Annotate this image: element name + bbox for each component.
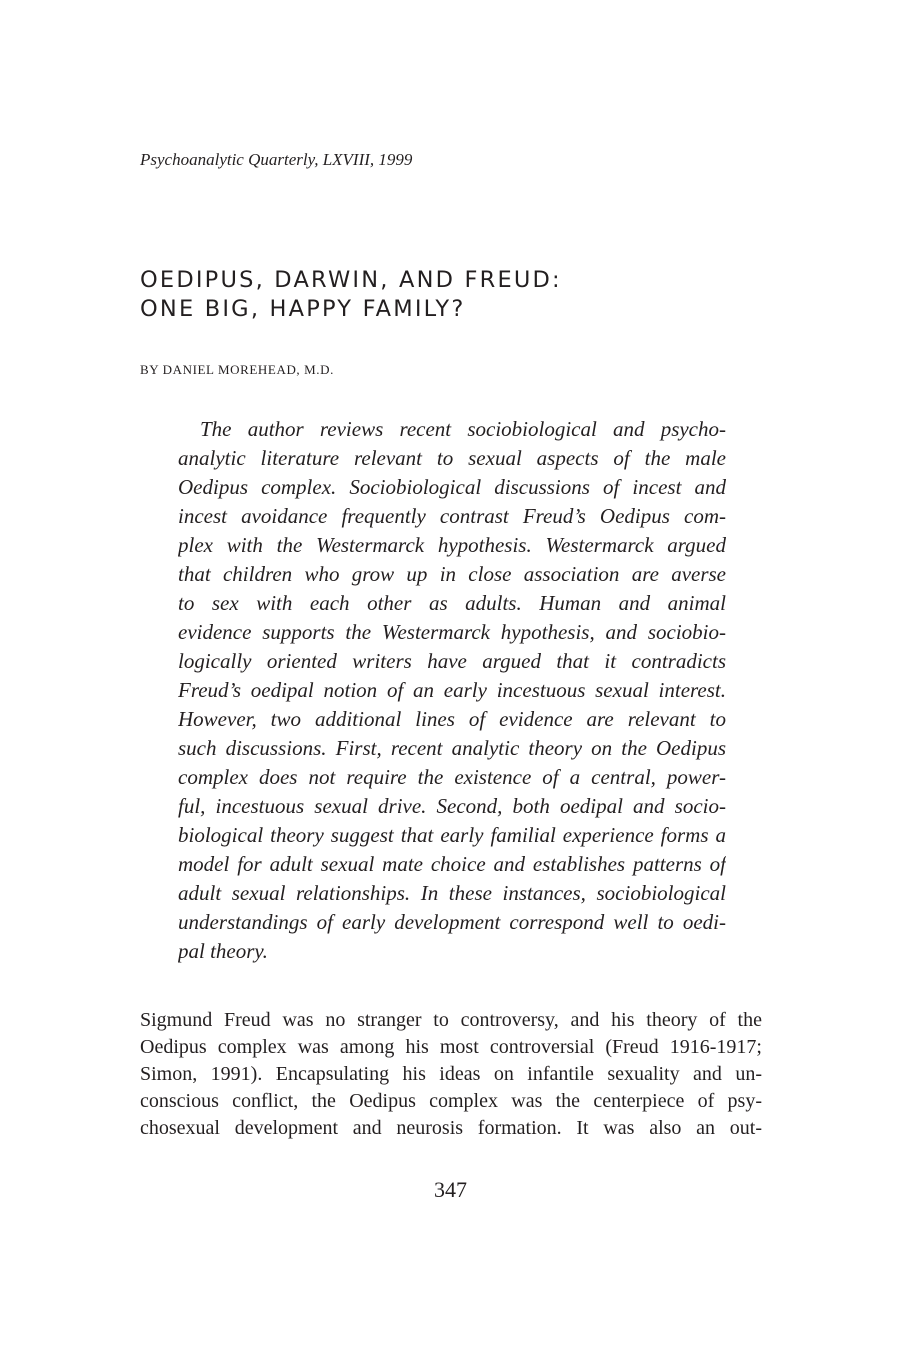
abstract-line: ful, incestuous sexual drive. Second, both oedipal and socio-	[178, 794, 726, 818]
journal-citation: Psychoanalytic Quarterly, LXVIII, 1999	[140, 150, 413, 169]
abstract-line: pal theory.	[178, 939, 268, 963]
abstract-line: Freud’s oedipal notion of an early incestuous sexual interest.	[178, 678, 726, 702]
abstract-line: understandings of early development correspond well to oedi-	[178, 910, 726, 934]
title-line: ONE BIG, HAPPY FAMILY?	[140, 296, 466, 322]
abstract	[178, 415, 726, 966]
abstract-line: However, two additional lines of evidence are relevant to	[178, 707, 726, 731]
abstract-line: model for adult sexual mate choice and establishes patterns of	[178, 852, 726, 876]
author-byline: BY DANIEL MOREHEAD, M.D.	[140, 362, 334, 377]
title-line: OEDIPUS, DARWIN, AND FREUD:	[140, 267, 562, 293]
abstract-line: The author reviews recent sociobiological and psycho-	[200, 417, 726, 441]
body-line: Sigmund Freud was no stranger to controversy, and his theory of the	[140, 1009, 762, 1031]
abstract-line: to sex with each other as adults. Human and animal	[178, 591, 726, 615]
body-line: Oedipus complex was among his most controversial (Freud 1916-1917;	[140, 1036, 762, 1058]
abstract-line: evidence supports the Westermarck hypothesis, and sociobio-	[178, 620, 726, 644]
abstract-line: Oedipus complex. Sociobiological discussions of incest and	[178, 475, 726, 499]
abstract-line: such discussions. First, recent analytic theory on the Oedipus	[178, 736, 726, 760]
abstract-line: plex with the Westermarck hypothesis. Westermarck argued	[178, 533, 726, 557]
abstract-line: biological theory suggest that early familial experience forms a	[178, 823, 726, 847]
body-line: conscious conflict, the Oedipus complex was the centerpiece of psy-	[140, 1090, 762, 1112]
abstract-line: complex does not require the existence of a central, power-	[178, 765, 726, 789]
abstract-line: that children who grow up in close association are averse	[178, 562, 726, 586]
abstract-line: logically oriented writers have argued that it contradicts	[178, 649, 726, 673]
body-paragraph	[140, 1007, 762, 1142]
page-number: 347	[434, 1177, 467, 1202]
abstract-line: incest avoidance frequently contrast Freud’s Oedipus com-	[178, 504, 726, 528]
body-line: Simon, 1991). Encapsulating his ideas on infantile sexuality and un-	[140, 1063, 762, 1085]
article-title	[140, 266, 562, 324]
abstract-line: analytic literature relevant to sexual aspects of the male	[178, 446, 726, 470]
body-line: chosexual development and neurosis formation. It was also an out-	[140, 1117, 762, 1139]
abstract-line: adult sexual relationships. In these instances, sociobiological	[178, 881, 726, 905]
